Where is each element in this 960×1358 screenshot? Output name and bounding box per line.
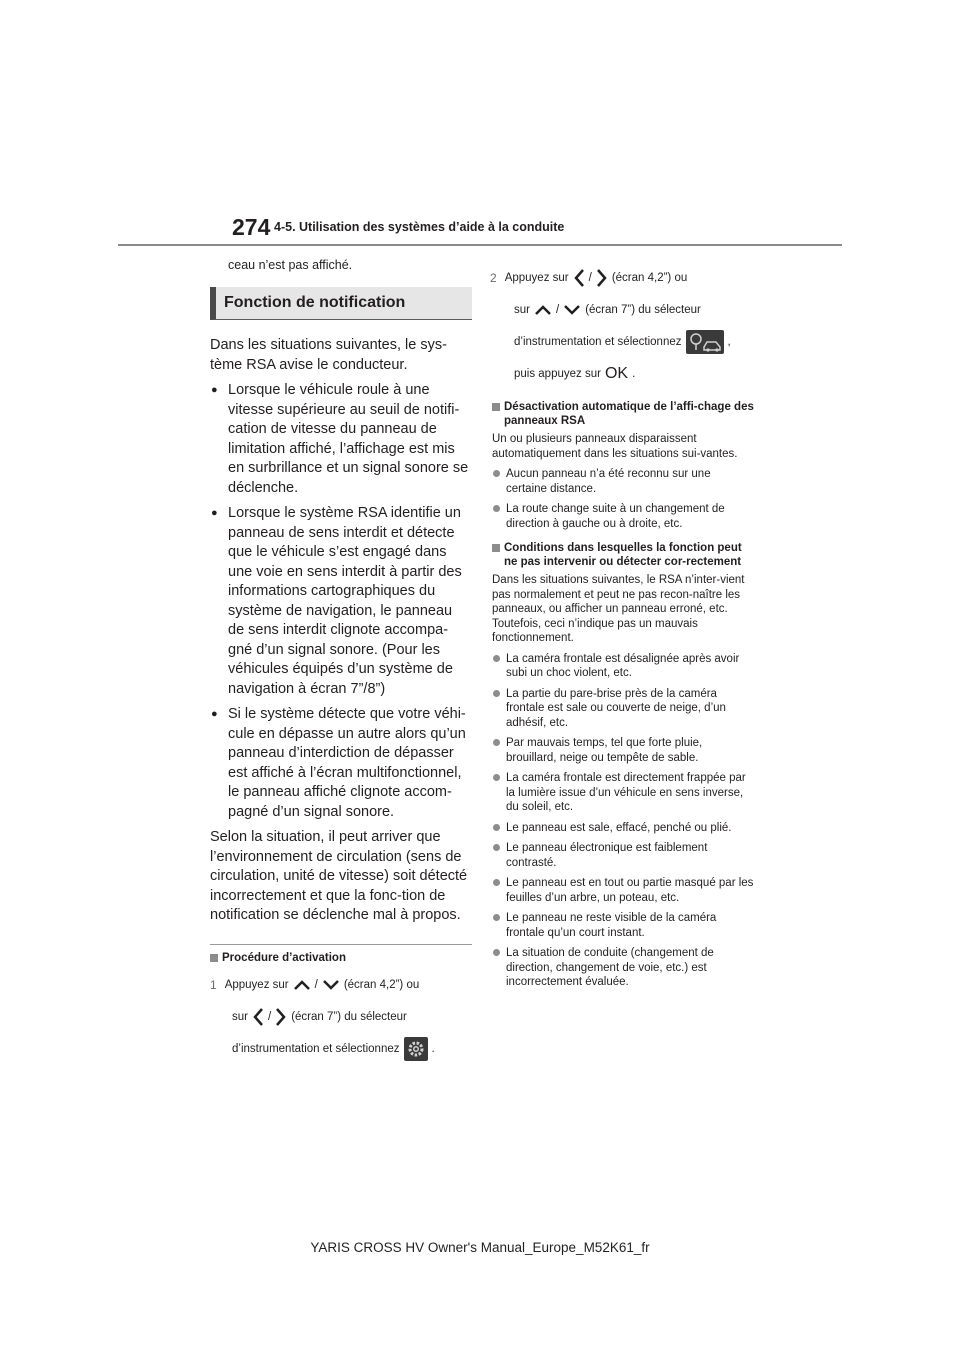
step-2-line-2: [492, 294, 754, 326]
subsection-heading: Conditions dans lesquelles la fonction peut ne pas intervenir ou détecter cor-rectement: [492, 541, 754, 569]
list-item: La route change suite à un changement de direction à gauche ou à droite, etc.: [492, 502, 754, 531]
right-column: [492, 262, 754, 996]
list-item: ● Lorsque le système RSA identifie un panneau de sens interdit et détecte que le véhicule s’est engagé dans une voie en sens interdit à partir des informations cartographiques du système de navigation, le panneau de sens interdit clignote accompa-gné d’un signal sonore. (Pour les véhicules équipés d’un système de navigation à écran 7”/8”): [210, 504, 472, 699]
slash: /: [267, 1010, 272, 1023]
left-column: [210, 256, 472, 1065]
step-text: Appuyez sur: [224, 978, 289, 991]
chevron-up-icon: [534, 304, 552, 316]
subsection-paragraph: Dans les situations suivantes, le RSA n’inter-vient pas normalement et peut ne pas recon-naître les panneaux, ou afficher un panneau erroné, etc. Toutefois, ceci n’indique pas un mauvais fonctionnement.: [492, 574, 745, 644]
gear-icon: [404, 1037, 428, 1061]
header-rule: [118, 244, 842, 246]
step-2-line-3: [492, 326, 754, 358]
step-1-line-2: [210, 1001, 472, 1033]
list-item: ● Lorsque le véhicule roule à une vitesse supérieure au seuil de notifi-cation de vitesse du panneau de limitation affiché, l’affichage est mis en surbrillance et un signal sonore se déclenche.: [210, 381, 472, 498]
chevron-right-icon: [275, 1007, 287, 1027]
step-2-line-4: [492, 358, 754, 390]
slash: /: [588, 272, 592, 284]
list-item: La partie du pare-brise près de la caméra frontale est sale ou couverte de neige, d’un adhésif, etc.: [492, 687, 754, 731]
chevron-up-icon: [293, 979, 311, 991]
section-title: 4-5. Utilisation des systèmes d’aide à la conduite: [274, 220, 565, 234]
chevron-right-icon: [596, 268, 608, 288]
section-heading-box: [210, 287, 472, 320]
section-heading: Fonction de notification: [224, 294, 406, 311]
step-text: (écran 4,2”) ou: [343, 978, 420, 991]
step-1-line-3: [210, 1033, 472, 1065]
step-text: sur: [232, 1010, 248, 1023]
intro-paragraph: Dans les situations suivantes, le sys-tème RSA avise le conducteur.: [210, 337, 447, 373]
step-1: [210, 969, 472, 1001]
step-text: (écran 4,2”) ou: [611, 272, 688, 284]
step-text: (écran 7”) du sélecteur: [291, 1010, 407, 1023]
footer: YARIS CROSS HV Owner's Manual_Europe_M52K61_fr: [310, 1240, 650, 1255]
chevron-down-icon: [322, 979, 340, 991]
step-text: sur: [514, 304, 530, 316]
step-text: ,: [727, 336, 731, 348]
slash: /: [314, 978, 318, 991]
subsection-heading: Désactivation automatique de l’affi-chage des panneaux RSA: [492, 400, 754, 428]
list-item: Le panneau est en tout ou partie masqué par les feuilles d’un arbre, un poteau, etc.: [492, 876, 754, 905]
divider: [210, 944, 472, 945]
list-item: La situation de conduite (changement de direction, changement de voie, etc.) est incorrectement évaluée.: [492, 946, 754, 990]
chevron-left-icon: [573, 268, 585, 288]
list-item: Le panneau est sale, effacé, penché ou plié.: [492, 821, 754, 836]
subsection-paragraph: Un ou plusieurs panneaux disparaissent automatiquement dans les situations sui-vantes.: [492, 433, 738, 460]
chevron-left-icon: [252, 1007, 264, 1027]
list-item: La caméra frontale est directement frappée par la lumière issue d’un véhicule en sens inverse, du soleil, etc.: [492, 771, 754, 815]
chevron-down-icon: [563, 304, 581, 316]
list-item: Par mauvais temps, tel que forte pluie, brouillard, neige ou tempête de sable.: [492, 736, 754, 765]
step-text: (écran 7”) du sélecteur: [585, 304, 701, 316]
bullet-list: [210, 381, 472, 822]
step-2: [490, 262, 754, 294]
list-item: Le panneau électronique est faiblement contrasté.: [492, 841, 754, 870]
list-item: ● Si le système détecte que votre véhi-cule en dépasse un autre alors qu’un panneau d’interdiction de dépasser est affiché à l’écran multifonctionnel, le panneau affiché clignote accom-pagné d’un signal sonore.: [210, 705, 472, 822]
list-item: Aucun panneau n’a été reconnu sur une certaine distance.: [492, 467, 754, 496]
slash: /: [555, 304, 560, 316]
list-item: Le panneau ne reste visible de la caméra frontale qu’un court instant.: [492, 911, 754, 940]
step-number: 2: [490, 271, 497, 285]
step-text: Appuyez sur: [504, 272, 569, 284]
note-paragraph: Selon la situation, il peut arriver que l’environnement de circulation (sens de circulation, unité de vitesse) soit détecté incorrectement et que la fonc-tion de notification se déclenche mal à propos.: [210, 829, 468, 923]
step-number: 1: [210, 977, 217, 992]
step-text: puis appuyez sur: [514, 368, 601, 380]
list-item: La caméra frontale est désalignée après avoir subi un choc violent, etc.: [492, 652, 754, 681]
step-text: d’instrumentation et sélectionnez: [514, 336, 682, 348]
step-text: .: [431, 1042, 435, 1055]
procedure-heading: Procédure d’activation: [210, 951, 472, 965]
ok-button-symbol: OK: [604, 365, 629, 382]
intro-fragment: ceau n’est pas affiché.: [228, 258, 353, 272]
rsa-car-icon: [686, 330, 724, 354]
page-number: 274: [232, 214, 271, 240]
step-text: .: [632, 368, 636, 380]
step-text: d’instrumentation et sélectionnez: [232, 1042, 400, 1055]
